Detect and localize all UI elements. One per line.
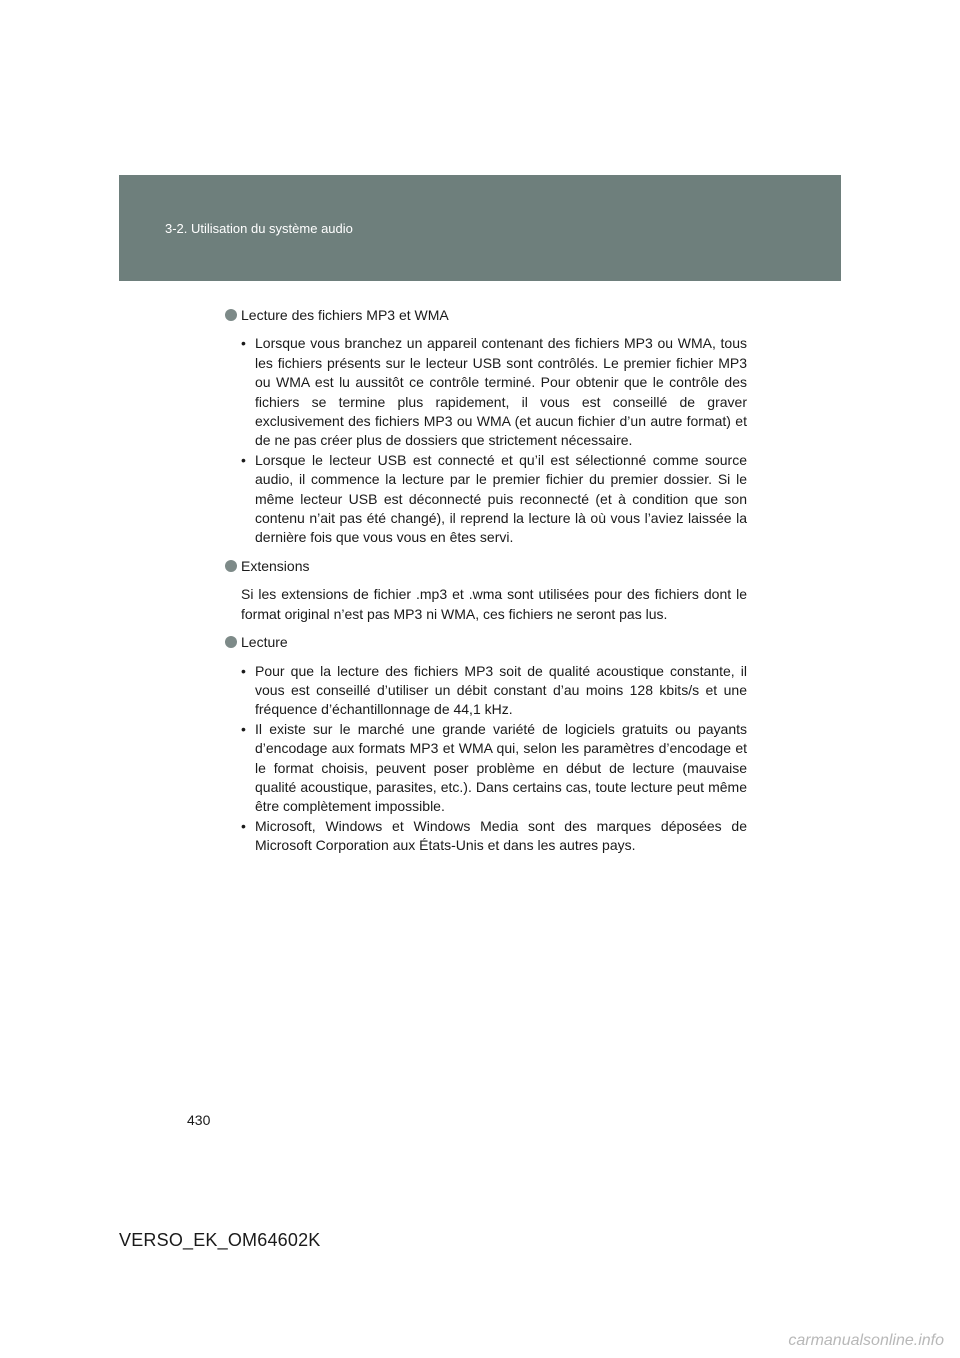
extensions-paragraph: Si les extensions de fichier .mp3 et .wma sont utilisées pour des fichiers dont le format original n’est pas MP3 ni WMA, ces fichiers ne seront pas lus. (241, 586, 747, 622)
list-item (241, 334, 747, 450)
list-item (241, 817, 747, 856)
heading-playback (225, 633, 747, 652)
bullet-mark: • (241, 817, 246, 834)
document-code: VERSO_EK_OM64602K (119, 1230, 321, 1250)
bullet-list (225, 662, 747, 856)
list-item-text: Lorsque le lecteur USB est connecté et qu’il est sélectionné comme source audio, il commence la lecture par le premier fichier du premier dossier. Si le même lecteur USB est déconnecté puis reconnecté (et à condition que son contenu n’ait pas été changé), il reprend la lecture là où vous l’aviez laissée la dernière fois que vous vous en êtes servi. (255, 451, 747, 546)
page-number: 430 (187, 1112, 211, 1128)
section-header-band (119, 175, 841, 281)
page-content (225, 306, 747, 865)
heading-text: Lecture des fichiers MP3 et WMA (241, 307, 449, 323)
list-item-text: Microsoft, Windows et Windows Media sont des marques déposées de Microsoft Corporation aux États-Unis et dans les autres pays. (255, 817, 747, 854)
list-item-text: Il existe sur le marché une grande variété de logiciels gratuits ou payants d’encodage aux formats MP3 et WMA qui, selon les paramètres d’encodage et le format choisis, peuvent poser problème en début de lecture (mauvaise qualité acoustique, parasites, etc.). Dans certains cas, toute lecture peut même être complètement impossible. (255, 720, 747, 815)
list-item-text: Lorsque vous branchez un appareil contenant des fichiers MP3 ou WMA, tous les fichiers présents sur le lecteur USB sont contrôlés. Le premier fichier MP3 ou WMA est lu aussitôt ce contrôle terminé. Pour obtenir que le contrôle des fichiers se termine plus rapidement, il vous est conseillé de graver exclusivement des fichiers MP3 ou WMA (et aucun fichier d’un autre format) et de ne pas créer plus de dossiers que strictement nécessaire. (255, 335, 747, 449)
section-title: 3-2. Utilisation du système audio (165, 221, 353, 236)
watermark: carmanualsonline.info (788, 1332, 944, 1349)
list-item (241, 662, 747, 720)
list-item (241, 720, 747, 817)
bullet-circle-icon (225, 309, 237, 321)
bullet-mark: • (241, 335, 246, 352)
list-item-text: Pour que la lecture des fichiers MP3 soit de qualité acoustique constante, il vous est conseillé d’utiliser un débit constant d’au moins 128 kbits/s et une fréquence d’échantillonnage de 44,1 kHz. (255, 662, 747, 718)
heading-text: Lecture (241, 634, 288, 651)
bullet-mark: • (241, 662, 246, 679)
bullet-circle-icon (225, 560, 237, 572)
heading-extensions (225, 557, 747, 576)
heading-mp3-wma-playback (225, 306, 747, 325)
bullet-mark: • (241, 720, 246, 737)
bullet-circle-icon (225, 636, 237, 648)
bullet-list (225, 334, 747, 547)
bullet-mark: • (241, 451, 246, 468)
heading-text: Extensions (241, 557, 310, 574)
list-item (241, 451, 747, 548)
